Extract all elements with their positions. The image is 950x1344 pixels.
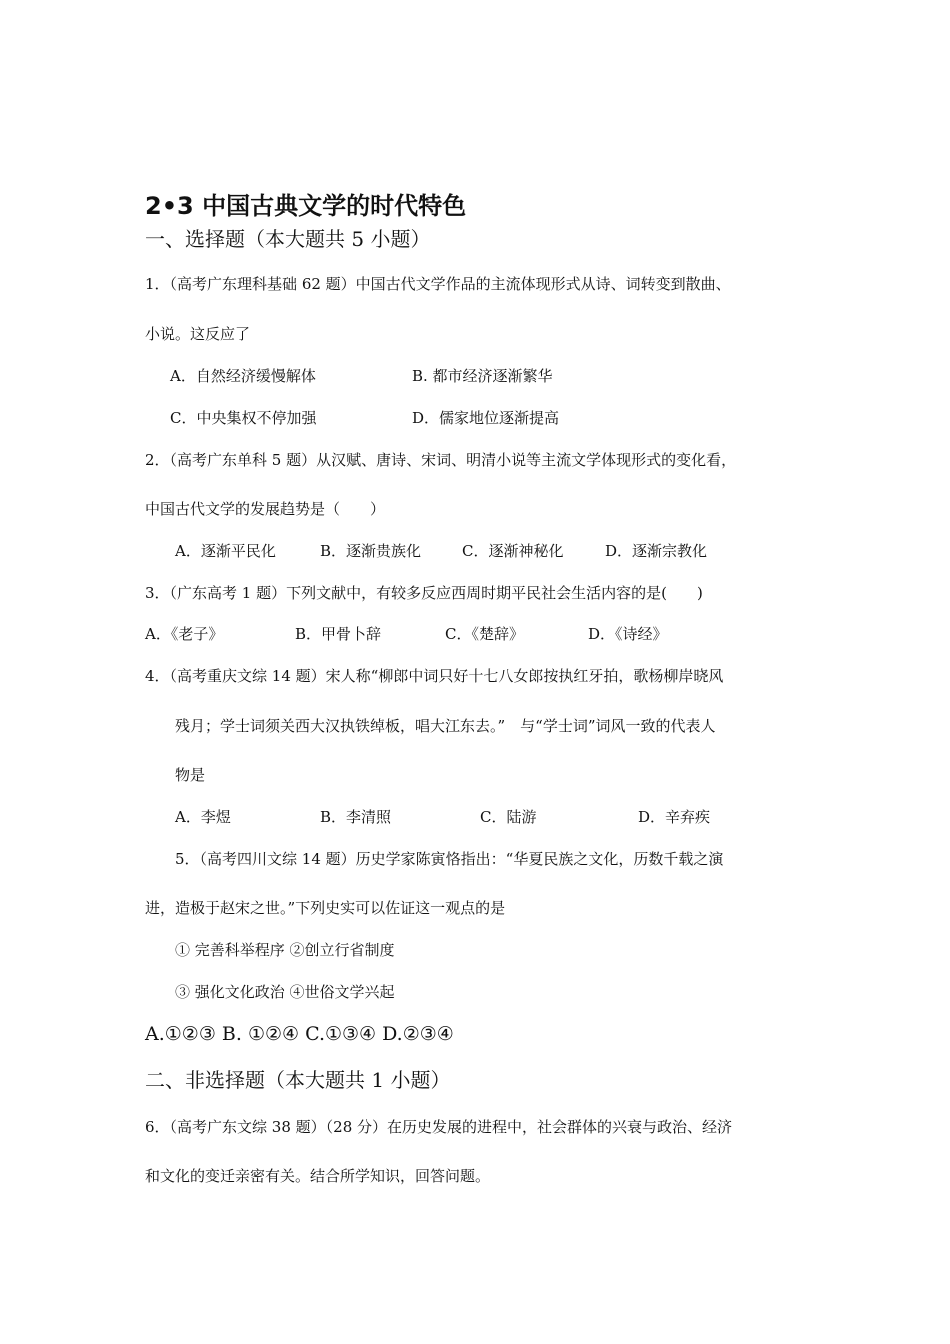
question-2-option-d: D．逐渐宗教化 <box>605 542 708 560</box>
question-4-option-a: A．李煜 <box>175 808 231 826</box>
question-5-item-2: ③ 强化文化政治 ④世俗文学兴起 <box>175 983 395 1001</box>
question-3-option-a: A．《老子》 <box>145 625 224 643</box>
question-1-option-a: A．自然经济缓慢解体 <box>170 367 316 385</box>
question-4-line-3: 物是 <box>175 766 206 784</box>
question-1-option-b: B. 都市经济逐渐繁华 <box>412 367 553 385</box>
question-5-line-1: 5．（高考四川文综 14 题）历史学家陈寅恪指出：“华夏民族之文化，历数千载之演 <box>175 850 724 868</box>
page-title: 2•3 中国古典文学的时代特色 <box>145 192 467 220</box>
question-2-line-2: 中国古代文学的发展趋势是（ ） <box>145 500 386 518</box>
question-1-line-2: 小说。这反应了 <box>145 325 251 343</box>
question-4-option-d: D．辛弃疾 <box>638 808 711 826</box>
question-2-option-b: B．逐渐贵族化 <box>320 542 422 560</box>
section-heading-choice: 一、选择题（本大题共 5 小题） <box>145 227 431 251</box>
question-5-item-1: ① 完善科举程序 ②创立行省制度 <box>175 941 395 959</box>
question-2-option-a: A．逐渐平民化 <box>175 542 276 560</box>
question-2-option-c: C．逐渐神秘化 <box>462 542 564 560</box>
question-5-options: A.①②③ B. ①②④ C.①③④ D.②③④ <box>145 1023 454 1045</box>
question-3-option-d: D．《诗经》 <box>588 625 668 643</box>
question-4-option-c: C．陆游 <box>480 808 537 826</box>
question-5-line-2: 进，造极于赵宋之世。”下列史实可以佐证这一观点的是 <box>145 899 506 917</box>
question-1-option-c: C．中央集权不停加强 <box>170 409 317 427</box>
question-6-line-1: 6．（高考广东文综 38 题）（28 分）在历史发展的进程中，社会群体的兴衰与政治、经济 <box>145 1118 733 1136</box>
question-6-line-2: 和文化的变迁亲密有关。结合所学知识，回答问题。 <box>145 1167 491 1185</box>
question-4-line-1: 4．（高考重庆文综 14 题）宋人称“柳郎中词只好十七八女郎按执红牙拍，歌杨柳岸晓风 <box>145 667 724 685</box>
question-1-line-1: 1．（高考广东理科基础 62 题）中国古代文学作品的主流体现形式从诗、词转变到散曲、 <box>145 275 731 293</box>
question-4-line-2: 残月；学士词须关西大汉执铁绰板，唱大江东去。” 与“学士词”词风一致的代表人 <box>175 717 716 735</box>
question-3-option-c: C．《楚辞》 <box>445 625 524 643</box>
question-2-line-1: 2．（高考广东单科 5 题）从汉赋、唐诗、宋词、明清小说等主流文学体现形式的变化看， <box>145 451 737 469</box>
section-heading-non-choice: 二、非选择题（本大题共 1 小题） <box>145 1068 451 1092</box>
question-1-option-d: D．儒家地位逐渐提高 <box>412 409 560 427</box>
question-3-option-b: B．甲骨卜辞 <box>295 625 382 643</box>
question-3-line-1: 3．（广东高考 1 题）下列文献中，有较多反应西周时期平民社会生活内容的是( ) <box>145 584 703 602</box>
question-4-option-b: B．李清照 <box>320 808 392 826</box>
